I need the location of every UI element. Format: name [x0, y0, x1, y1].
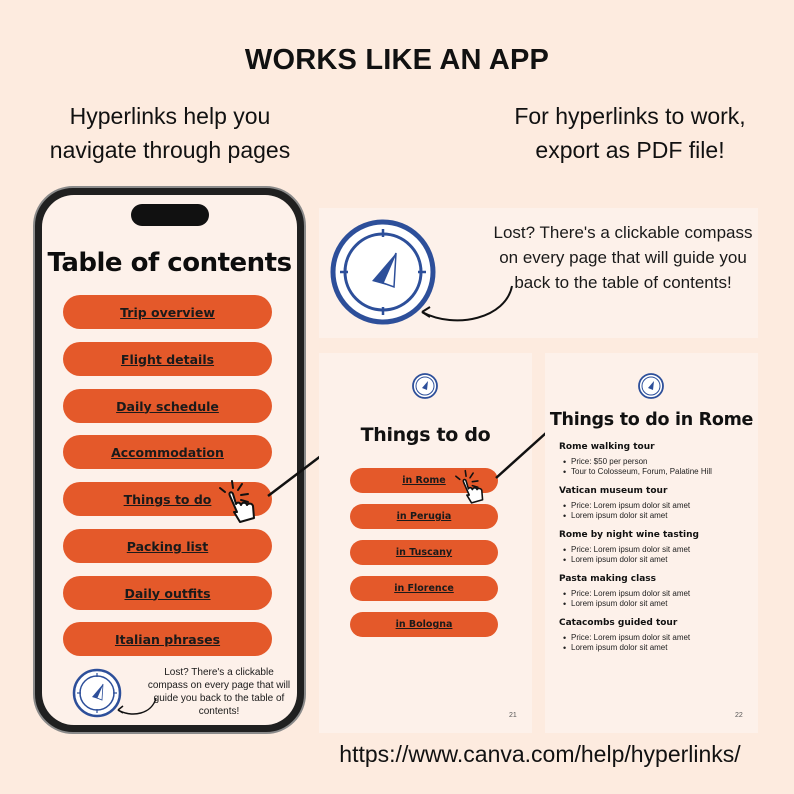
- activity-heading: Vatican museum tour: [559, 486, 668, 496]
- toc-item-packing-list[interactable]: Packing list: [63, 529, 272, 563]
- activity-section: [559, 574, 754, 609]
- page-number: 22: [735, 712, 743, 719]
- activity-bullet: • Price: Lorem ipsum dolor sit amet: [559, 589, 754, 599]
- activity-bullet: • Price: Lorem ipsum dolor sit amet: [559, 501, 754, 511]
- toc-item-accommodation[interactable]: Accommodation: [63, 435, 272, 469]
- toc-item-daily-schedule[interactable]: Daily schedule: [63, 389, 272, 423]
- city-item-perugia[interactable]: in Perugia: [350, 504, 498, 529]
- city-item-tuscany[interactable]: in Tuscany: [350, 540, 498, 565]
- phone-notch: [131, 204, 209, 226]
- page-number: 21: [509, 712, 517, 719]
- toc-item-daily-outfits[interactable]: Daily outfits: [63, 576, 272, 610]
- activity-bullet: • Lorem ipsum dolor sit amet: [559, 599, 754, 609]
- activity-heading: Rome by night wine tasting: [559, 530, 699, 540]
- rome-page-title: Things to do in Rome: [549, 410, 754, 430]
- hand-pointer-icon: [448, 466, 492, 510]
- page-title: WORKS LIKE AN APP: [244, 44, 550, 76]
- right-caption: For hyperlinks to work, export as PDF file!: [514, 103, 746, 163]
- help-url[interactable]: https://www.canva.com/help/hyperlinks/: [339, 741, 741, 767]
- toc-item-trip-overview[interactable]: Trip overview: [63, 295, 272, 329]
- things-page-title: Things to do: [360, 424, 491, 446]
- activity-section: [559, 530, 754, 565]
- rome-activity-list: [559, 442, 754, 662]
- city-item-bologna[interactable]: in Bologna: [350, 612, 498, 637]
- arrow-icon: [110, 694, 160, 720]
- compass-card-text: Lost? There's a clickable compass on every page that will guide you back to the table of contents!: [493, 223, 753, 292]
- activity-bullet: • Price: Lorem ipsum dolor sit amet: [559, 633, 754, 643]
- activity-heading: Pasta making class: [559, 574, 657, 584]
- toc-item-things-to-do[interactable]: Things to do: [63, 482, 272, 516]
- activity-section: [559, 618, 754, 653]
- activity-bullet: • Price: $50 per person: [559, 457, 754, 467]
- phone-lost-note: Lost? There's a clickable compass on every page that will guide you back to the table of contents!: [147, 667, 291, 717]
- toc-item-flight-details[interactable]: Flight details: [63, 342, 272, 376]
- left-caption: Hyperlinks help you navigate through pages: [49, 103, 291, 163]
- compass-icon[interactable]: [637, 372, 665, 400]
- activity-heading: Rome walking tour: [559, 442, 655, 452]
- compass-icon[interactable]: [411, 372, 439, 400]
- city-item-florence[interactable]: in Florence: [350, 576, 498, 601]
- toc-item-italian-phrases[interactable]: Italian phrases: [63, 622, 272, 656]
- activity-bullet: • Lorem ipsum dolor sit amet: [559, 511, 754, 521]
- activity-bullet: • Lorem ipsum dolor sit amet: [559, 555, 754, 565]
- activity-bullet: • Tour to Colosseum, Forum, Palatine Hill: [559, 467, 754, 477]
- activity-section: [559, 486, 754, 521]
- arrow-icon: [416, 282, 516, 330]
- toc-title: Table of contents: [47, 248, 292, 278]
- activity-bullet: • Lorem ipsum dolor sit amet: [559, 643, 754, 653]
- city-item-rome[interactable]: in Rome: [350, 468, 498, 493]
- activity-heading: Catacombs guided tour: [559, 618, 678, 628]
- activity-bullet: • Price: Lorem ipsum dolor sit amet: [559, 545, 754, 555]
- hand-pointer-icon: [210, 478, 266, 528]
- activity-section: [559, 442, 754, 477]
